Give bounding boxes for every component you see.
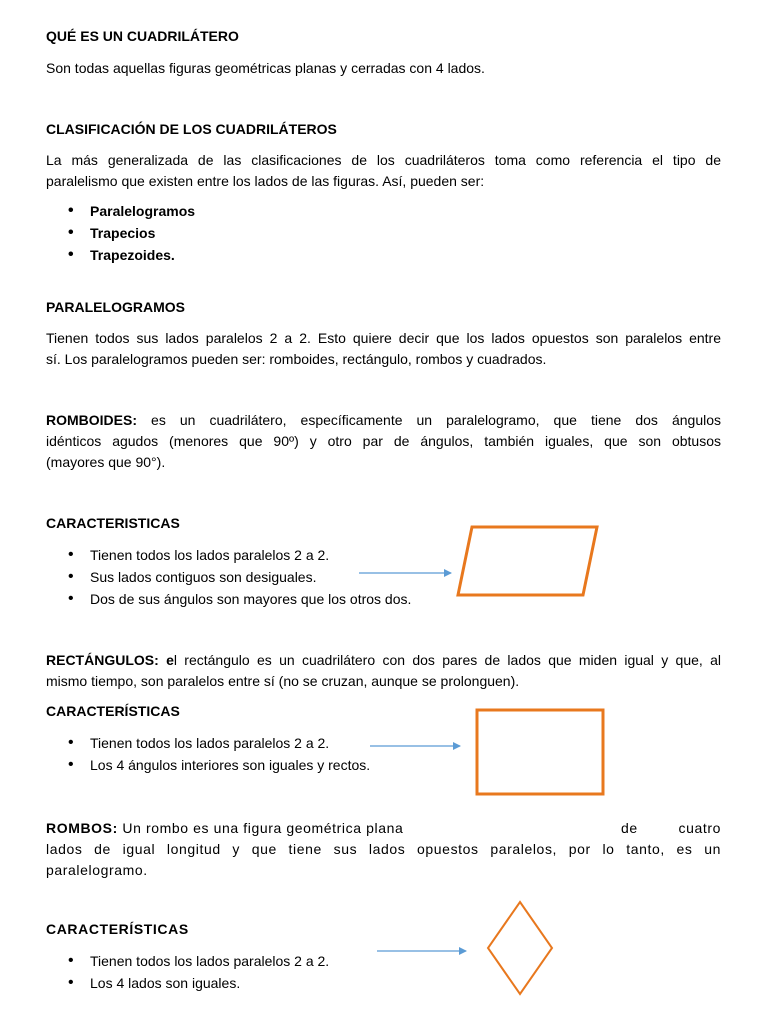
list-item: • Tienen todos los lados paralelos 2 a 2.: [68, 950, 329, 972]
list-item: • Trapezoides.: [68, 244, 195, 266]
romboides-characteristics-title: CARACTERISTICAS: [46, 515, 180, 531]
section-title-cuadrilatero: QUÉ ES UN CUADRILÁTERO: [46, 28, 239, 44]
rhombus-shape: [488, 902, 552, 994]
rectangulos-term: RECTÁNGULOS: e: [46, 652, 174, 668]
list-item: • Tienen todos los lados paralelos 2 a 2.: [68, 732, 370, 754]
clasificacion-text-line1: La más generalizada de las clasificaciones de los cuadriláteros toma como referencia el tipo de: [46, 152, 721, 168]
parallelogram-shape: [458, 527, 597, 595]
romboides-term: ROMBOIDES:: [46, 412, 137, 428]
romboides-text-line1: ROMBOIDES: es un cuadrilátero, específicamente un paralelogramo, que tiene dos ángulos: [46, 412, 721, 428]
rombos-text-line1: ROMBOS: Un rombo es una figura geométrica plana: [46, 820, 404, 836]
list-item: • Tienen todos los lados paralelos 2 a 2.: [68, 544, 411, 566]
rombos-characteristics-title: CARACTERÍSTICAS: [46, 921, 189, 937]
list-item: • Dos de sus ángulos son mayores que los otros dos.: [68, 588, 411, 610]
rectangle-shape: [477, 710, 603, 794]
rombos-text-line1-end: de cuatro: [621, 820, 721, 836]
rectangulos-text-line2: mismo tiempo, son paralelos entre sí (no se cruzan, aunque se prolonguen).: [46, 673, 520, 689]
section-title-paralelogramos: PARALELOGRAMOS: [46, 299, 185, 315]
section-title-clasificacion: CLASIFICACIÓN DE LOS CUADRILÁTEROS: [46, 121, 337, 137]
romboides-text-line3: (mayores que 90°).: [46, 454, 166, 470]
clasificacion-text-line2: paralelismo que existen entre los lados de las figuras. Así, pueden ser:: [46, 173, 485, 189]
paralelogramos-text-line1: Tienen todos sus lados paralelos 2 a 2. Esto quiere decir que los lados opuestos son paralelos entre: [46, 330, 721, 346]
romboides-text-line2: idénticos agudos (menores que 90º) y otro par de ángulos, también iguales, que son obtusos: [46, 433, 721, 449]
list-item: • Trapecios: [68, 222, 195, 244]
list-item: • Los 4 ángulos interiores son iguales y rectos.: [68, 754, 370, 776]
rombos-term: ROMBOS:: [46, 820, 118, 836]
paralelogramos-text-line2: sí. Los paralelogramos pueden ser: romboides, rectángulo, rombos y cuadrados.: [46, 351, 547, 367]
list-item: • Paralelogramos: [68, 200, 195, 222]
list-item: • Los 4 lados son iguales.: [68, 972, 329, 994]
list-item: • Sus lados contiguos son desiguales.: [68, 566, 411, 588]
rectangulos-text-line1: RECTÁNGULOS: el rectángulo es un cuadrilátero con dos pares de lados que miden igual y que, al: [46, 652, 721, 668]
definition-text: Son todas aquellas figuras geométricas planas y cerradas con 4 lados.: [46, 60, 485, 76]
rombos-text-line3: paralelogramo.: [46, 862, 148, 878]
rombos-text-line2: lados de igual longitud y que tiene sus lados opuestos paralelos, por lo tanto, es un: [46, 841, 721, 857]
rectangulos-characteristics-title: CARACTERÍSTICAS: [46, 703, 180, 719]
